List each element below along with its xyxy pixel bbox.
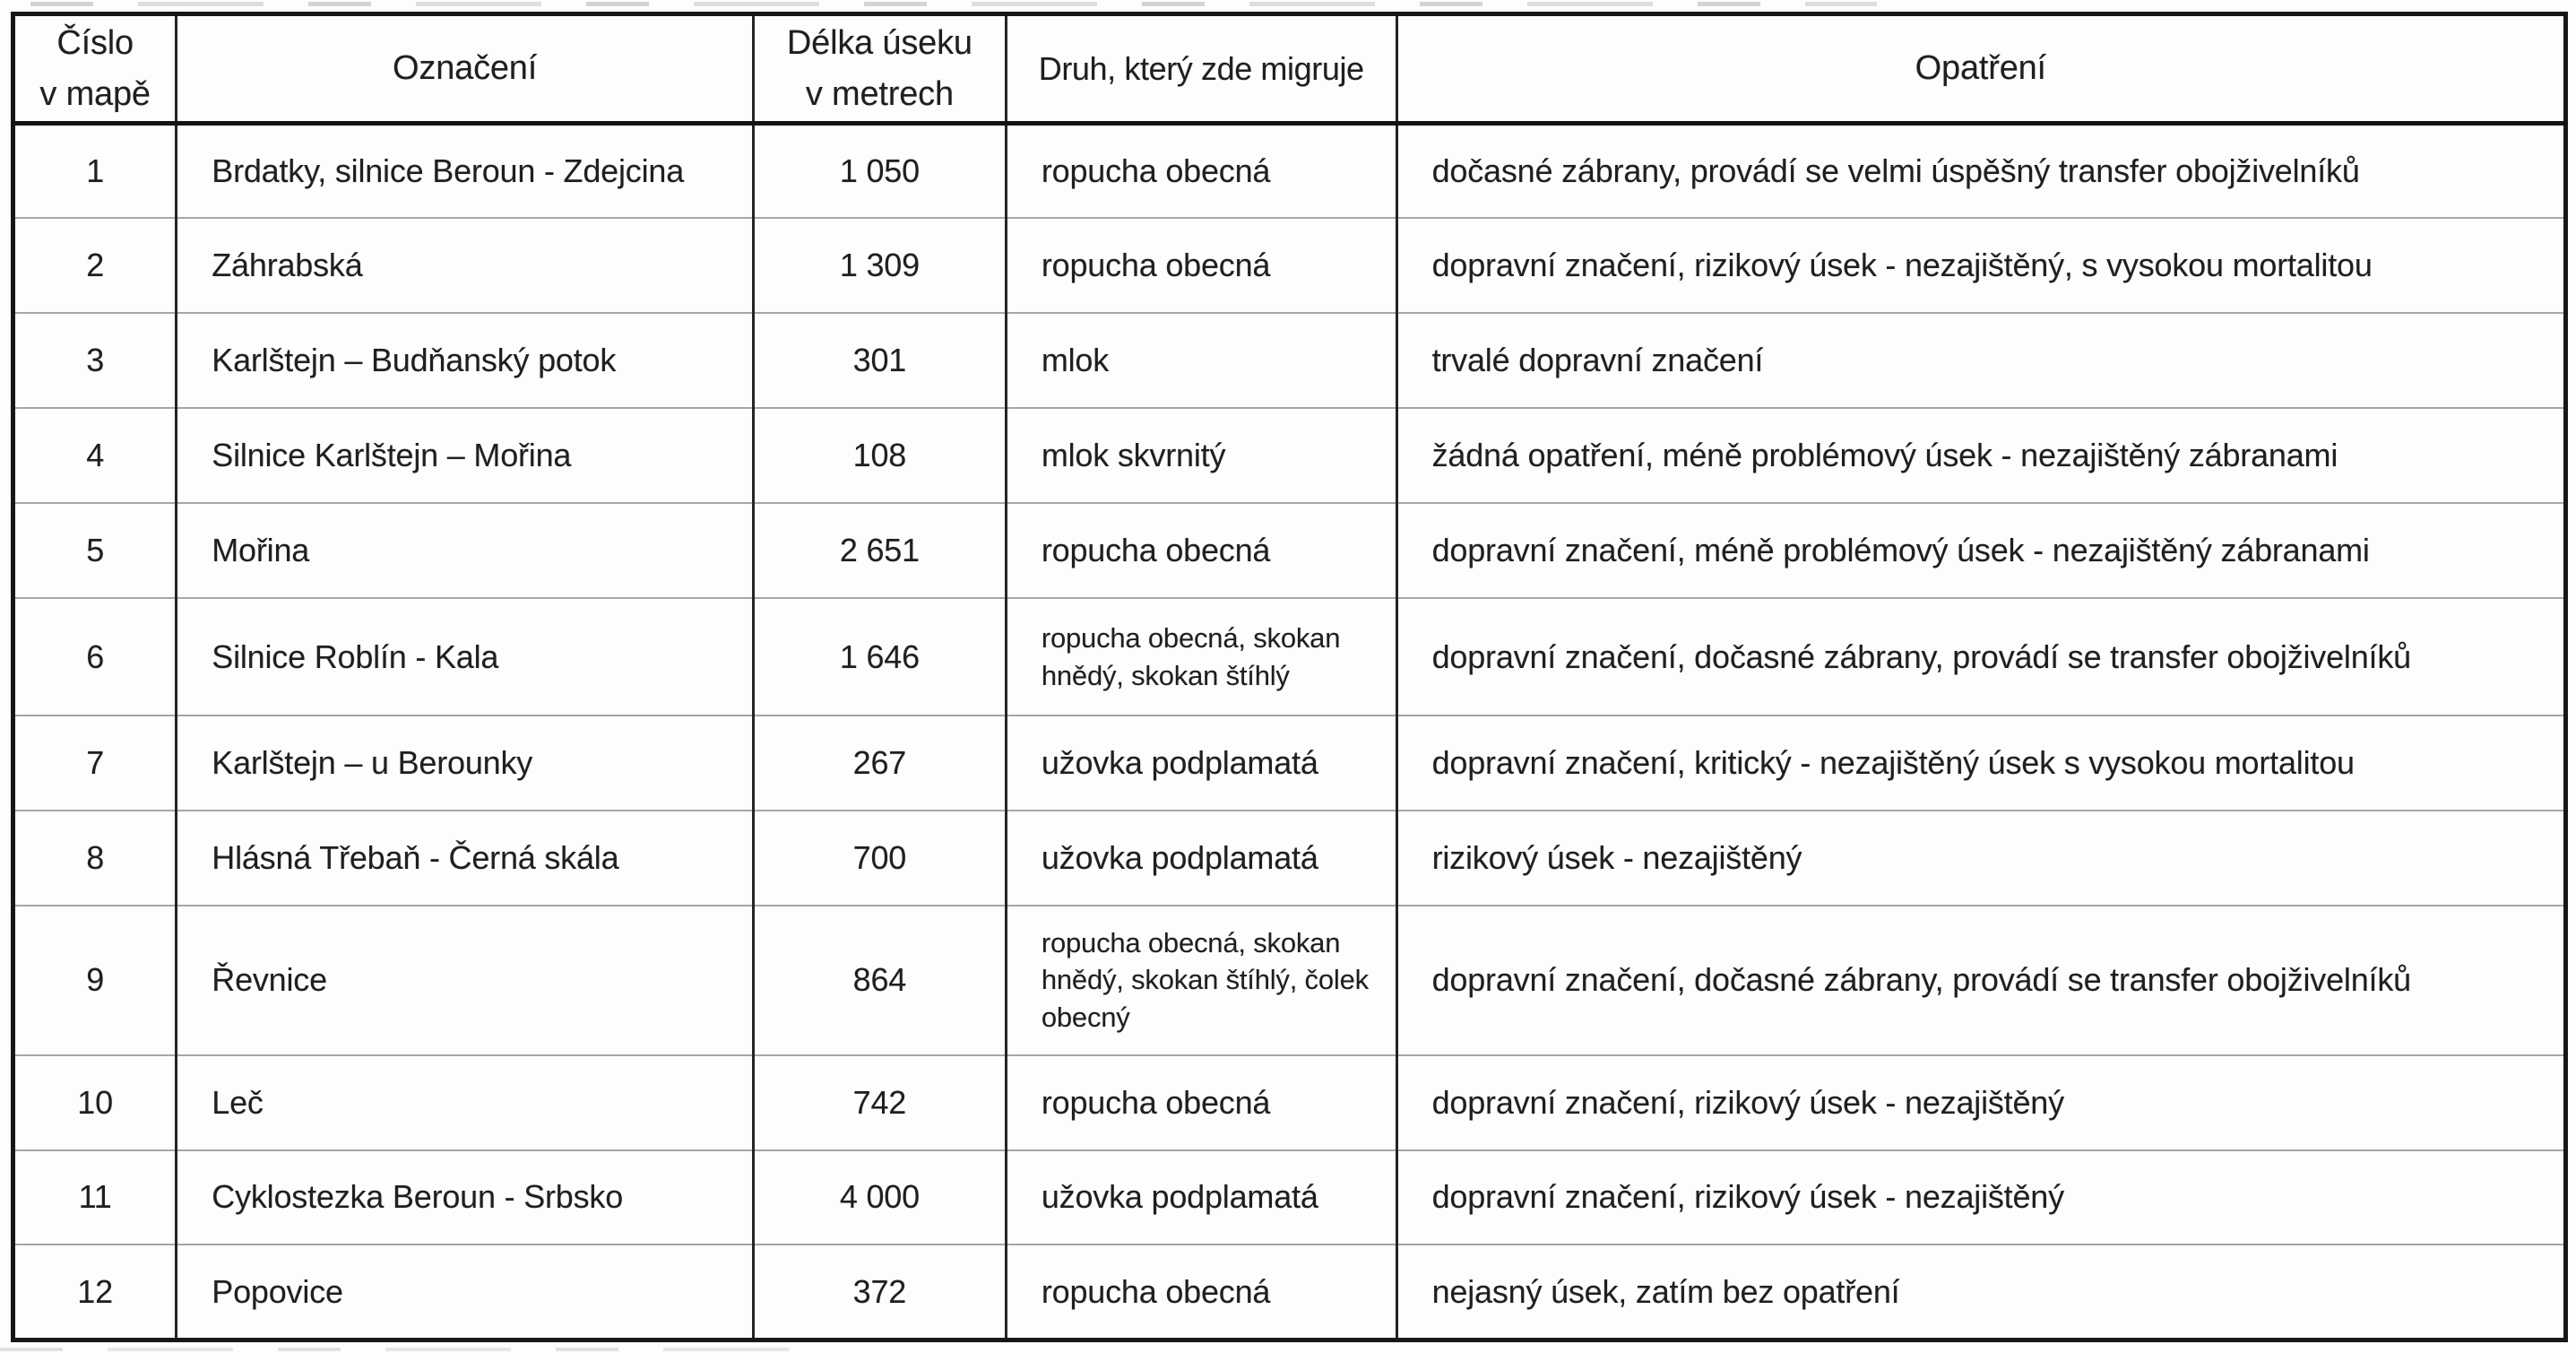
cell-druh: užovka podplamatá [1006, 716, 1396, 811]
cell-cislo: 11 [13, 1150, 177, 1245]
cell-cislo: 1 [13, 124, 177, 219]
cell-druh: ropucha obecná [1006, 1055, 1396, 1150]
amphibian-migration-table [11, 12, 2568, 1342]
cell-opatreni: nejasný úsek, zatím bez opatření [1396, 1245, 2565, 1340]
scan-artifact-top [30, 2, 1877, 6]
cell-oznaceni: Brdatky, silnice Beroun - Zdejcina [177, 124, 754, 219]
cell-oznaceni: Leč [177, 1055, 754, 1150]
cell-oznaceni: Hlásná Třebaň - Černá skála [177, 811, 754, 906]
cell-opatreni: dopravní značení, kritický - nezajištěný úsek s vysokou mortalitou [1396, 716, 2565, 811]
cell-opatreni: žádná opatření, méně problémový úsek - nezajištěný zábranami [1396, 408, 2565, 503]
cell-druh: ropucha obecná, skokan hnědý, skokan štíhlý, čolek obecný [1006, 906, 1396, 1054]
scan-artifact-bottom [0, 1348, 825, 1351]
cell-opatreni: dopravní značení, dočasné zábrany, provádí se transfer obojživelníků [1396, 598, 2565, 716]
table-row [13, 313, 2566, 408]
cell-oznaceni: Karlštejn – u Berounky [177, 716, 754, 811]
cell-opatreni: dopravní značení, rizikový úsek - nezajištěný, s vysokou mortalitou [1396, 218, 2565, 313]
cell-opatreni: dopravní značení, méně problémový úsek - nezajištěný zábranami [1396, 503, 2565, 598]
cell-oznaceni: Popovice [177, 1245, 754, 1340]
cell-druh: mlok [1006, 313, 1396, 408]
col-header-length-line2: v metrech [805, 74, 954, 113]
cell-oznaceni: Záhrabská [177, 218, 754, 313]
cell-delka: 108 [753, 408, 1006, 503]
cell-delka: 267 [753, 716, 1006, 811]
table-row [13, 598, 2566, 716]
cell-delka: 301 [753, 313, 1006, 408]
col-header-species: Druh, který zde migruje [1006, 14, 1396, 124]
table-body [13, 124, 2566, 1340]
cell-opatreni: rizikový úsek - nezajištěný [1396, 811, 2565, 906]
table-row [13, 1055, 2566, 1150]
table-row [13, 716, 2566, 811]
col-header-length-line1: Délka úseku [786, 23, 972, 62]
cell-delka: 1 646 [753, 598, 1006, 716]
cell-druh: ropucha obecná [1006, 218, 1396, 313]
table-row [13, 906, 2566, 1054]
cell-delka: 1 050 [753, 124, 1006, 219]
cell-oznaceni: Cyklostezka Beroun - Srbsko [177, 1150, 754, 1245]
table-row [13, 811, 2566, 906]
table-row [13, 1245, 2566, 1340]
cell-delka: 4 000 [753, 1150, 1006, 1245]
cell-cislo: 3 [13, 313, 177, 408]
cell-druh: ropucha obecná [1006, 1245, 1396, 1340]
cell-cislo: 12 [13, 1245, 177, 1340]
cell-druh: užovka podplamatá [1006, 1150, 1396, 1245]
cell-delka: 1 309 [753, 218, 1006, 313]
table-header [13, 14, 2566, 124]
cell-opatreni: dopravní značení, rizikový úsek - nezajištěný [1396, 1150, 2565, 1245]
cell-opatreni: dočasné zábrany, provádí se velmi úspěšný transfer obojživelníků [1396, 124, 2565, 219]
col-header-length [753, 14, 1006, 124]
cell-oznaceni: Silnice Karlštejn – Mořina [177, 408, 754, 503]
cell-delka: 2 651 [753, 503, 1006, 598]
cell-oznaceni: Řevnice [177, 906, 754, 1054]
table-row [13, 503, 2566, 598]
col-header-measures: Opatření [1396, 14, 2565, 124]
cell-cislo: 6 [13, 598, 177, 716]
cell-oznaceni: Silnice Roblín - Kala [177, 598, 754, 716]
cell-cislo: 9 [13, 906, 177, 1054]
col-header-number-line1: Číslo [56, 23, 134, 62]
col-header-number [13, 14, 177, 124]
cell-cislo: 10 [13, 1055, 177, 1150]
cell-cislo: 2 [13, 218, 177, 313]
cell-druh: ropucha obecná, skokan hnědý, skokan štíhlý [1006, 598, 1396, 716]
cell-opatreni: trvalé dopravní značení [1396, 313, 2565, 408]
cell-cislo: 4 [13, 408, 177, 503]
cell-druh: ropucha obecná [1006, 503, 1396, 598]
cell-opatreni: dopravní značení, rizikový úsek - nezajištěný [1396, 1055, 2565, 1150]
cell-druh: užovka podplamatá [1006, 811, 1396, 906]
cell-oznaceni: Karlštejn – Budňanský potok [177, 313, 754, 408]
cell-delka: 864 [753, 906, 1006, 1054]
cell-cislo: 7 [13, 716, 177, 811]
cell-cislo: 8 [13, 811, 177, 906]
table-row [13, 218, 2566, 313]
table-row [13, 408, 2566, 503]
cell-druh: ropucha obecná [1006, 124, 1396, 219]
cell-delka: 742 [753, 1055, 1006, 1150]
cell-druh: mlok skvrnitý [1006, 408, 1396, 503]
cell-delka: 372 [753, 1245, 1006, 1340]
cell-cislo: 5 [13, 503, 177, 598]
table-row [13, 124, 2566, 219]
cell-delka: 700 [753, 811, 1006, 906]
cell-opatreni: dopravní značení, dočasné zábrany, provádí se transfer obojživelníků [1396, 906, 2565, 1054]
col-header-designation: Označení [177, 14, 754, 124]
table-row [13, 1150, 2566, 1245]
cell-oznaceni: Mořina [177, 503, 754, 598]
col-header-number-line2: v mapě [39, 74, 151, 113]
header-row [13, 14, 2566, 124]
